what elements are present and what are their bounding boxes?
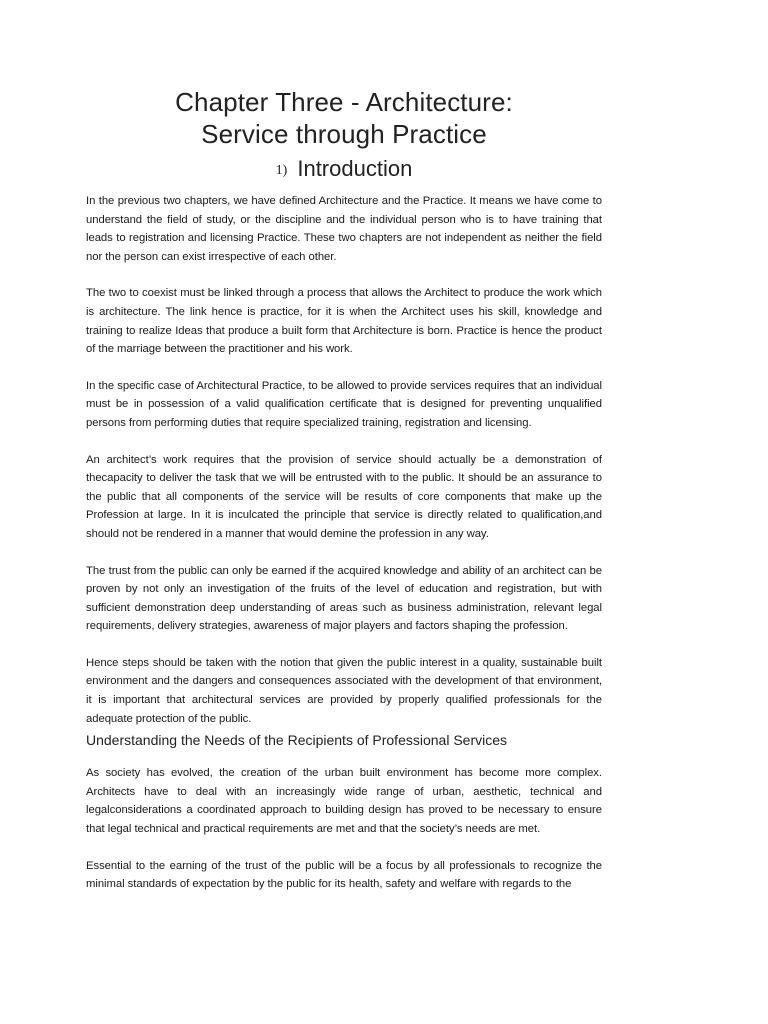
document-page <box>86 86 602 912</box>
paragraph-3: In the specific case of Architectural Practice, to be allowed to provide services requires that an individual must be in possession of a valid qualification certificate that is designed for preventing unqualified persons from performing duties that require specialized training, registration and licensing. <box>86 379 602 429</box>
paragraph-5: The trust from the public can only be earned if the acquired knowledge and ability of an architect can be proven by not only an investigation of the fruits of the level of education and registration, but with sufficient demonstration deep understanding of areas such as business administration, relevant legal requirements, delivery strategies, awareness of major players and factors shaping the profession. <box>86 564 602 633</box>
section-heading-introduction <box>86 154 602 186</box>
paragraph-4: An architect’s work requires that the provision of service should actually be a demonstration of thecapacity to deliver the task that we will be entrusted with to the public. It should be an assurance to the public that all components of the service will be results of core components that make up the Profession at large. In it is inculcated the principle that service is directly related to qualification,and should not be rendered in a manner that would demine the profession in any way. <box>86 453 602 540</box>
chapter-title-line-2: Service through Practice <box>201 119 487 149</box>
paragraph-2: The two to coexist must be linked through a process that allows the Architect to produce the work which is architecture. The link hence is practice, for it is when the Architect uses his skill, knowledge and training to realize Ideas that produce a built form that Architecture is born. Practice is hence the product of the marriage between the practitioner and his work. <box>86 287 602 356</box>
subheading-recipients-needs: Understanding the Needs of the Recipients of Professional Services <box>86 732 508 749</box>
paragraph-8: Essential to the earning of the trust of the public will be a focus by all professionals to recognize the minimal standards of expectation by the public for its health, safety and welfare with regards to the <box>86 859 602 891</box>
chapter-title-line-1: Chapter Three - Architecture: <box>175 87 513 117</box>
section-number: 1) <box>275 163 288 178</box>
chapter-title <box>86 86 602 150</box>
paragraph-7: As society has evolved, the creation of the urban built environment has become more complex. Architects have to deal with an increasingly wide range of urban, aesthetic, technical and legalconsiderations a coordinated approach to building design has proved to be necessary to ensure that legal technical and practical requirements are met and that the society’s needs are met. <box>86 767 602 836</box>
paragraph-6: Hence steps should be taken with the notion that given the public interest in a quality, sustainable built environment and the dangers and consequences associated with the development of that environment, it is important that architectural services are provided by properly qualified professionals for the adequate protection of the public. <box>86 656 602 725</box>
paragraph-1: In the previous two chapters, we have defined Architecture and the Practice. It means we have come to understand the field of study, or the discipline and the individual person who is to have training that leads to registration and licensing Practice. These two chapters are not independent as neither the field nor the person can exist irrespective of each other. <box>86 195 602 263</box>
section-title: Introduction <box>297 156 413 181</box>
